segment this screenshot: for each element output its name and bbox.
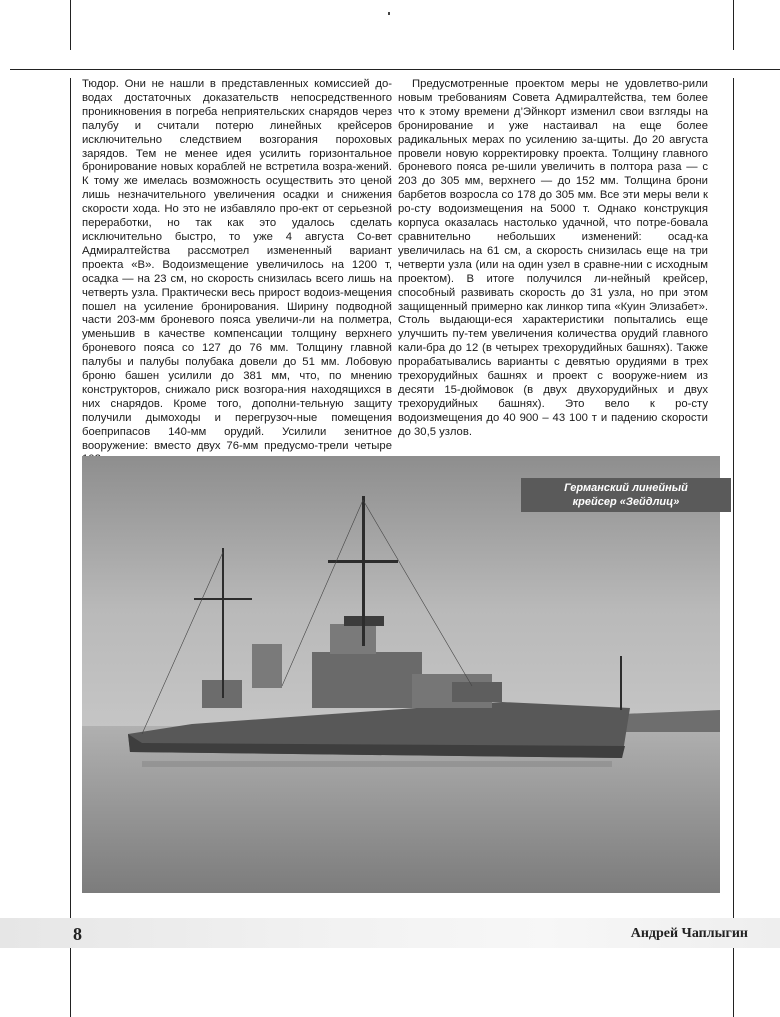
ship-photo [82,456,720,893]
paragraph: Тюдор. Они не нашли в представленных комиссией до-водах достаточных доказательств непосредственного проникновения в погреба неприятельских снарядов через палубу и считали потерю линейных крейсеров исключительно следствием возгорания пороховых зарядов. Тем не менее идея усилить горизонтальное бронирование новых кораблей не встретила возра-жений. К тому же имелась возможность осуществить это ценой лишь незначительного увеличения осадки и снижения скорости хода. Но это не избавляло про-ект от серьезной переработки, но так как это удалось сделать исключительно быстро, то уже 4 августа Со-вет Адмиралтейства рассмотрел измененный вариант проекта «В». Водоизмещение увеличилось на 1200 т, осадка — на 23 см, но скорость снизилась всего лишь на четверть узла. Практически весь прирост водоиз-мещения пошел на усиление бронирования. Ширину подводной части 203-мм броневого пояса увеличи-ли на полметра, уменьшив в качестве компенсации толщину верхнего броневого пояса со 127 до 76 мм. Толщину главной палубы и палубы полубака довели до 51 мм. Лобовую броню башен усилили до 381 мм, что, по мнению конструкторов, снижало риск возгора-ния находящихся в них снарядов. Кроме того, дополни-тельную защиту получили дымоходы и перегрузоч-ные помещения боеприпасов 140-мм орудий. Усилили зенитное вооружение: вместо двух 76-мм предусмо-трели четыре [82,78,392,452]
crop-mark-left [70,0,71,50]
crop-mark-right [733,0,734,50]
author-name: Андрей Чаплыгин [630,926,748,941]
crop-mark-top [10,69,780,70]
crop-mark-right-lower [733,78,734,1017]
page-number: 8 [73,924,82,944]
photo-caption [521,478,731,512]
article-column-right [398,78,708,440]
battlecruiser-illustration [82,456,720,893]
caption-text: Германский линейный крейсер «Зейдлиц» [564,482,688,508]
paragraph: Предусмотренные проектом меры не удовлетво-рили новым требованиям Совета Адмиралтейства, тем более что к этому времени д’Эйнкорт изменил свои взгляды на бронирование и уже настаивал на еще более радикальных мерах по усилению за-щиты. До 20 августа провели новую корректировку проекта. Толщину главного броневого пояса ре-шили увеличить в полтора раза — с 203 до 305 мм, верхнего — до 152 мм. Толщина брони барбетов возросла со 178 до 305 мм. Все эти меры вели к ро-сту водоизмещения на 5000 т. Однако конструкция корпуса оказалась настолько удачной, что потре-бовала сравнительно небольших изменений: осад-ка увеличилась на 61 см, а скорость снизилась еще на три четверти узла (или на один узел в сравне-нии с исходным проектом). В итоге получился ли-нейный крейсер, способный развивать скорость до 31 узла, но при этом защищенный примерно как линкор типа «Куин Элизабет». Столь выдающи-еся характеристики попытались еще улучшить пу-тем увеличения количества орудий главного кали-бра до 12 (в четырех трехорудийных башнях). Также прорабатывались варианты с девятью орудиями в трех трехорудийных башнях и проект с вооруже-нием из десяти 15-дюймовок (в двух двухорудийных и двух трехорудийных башнях). Это вело к ро-сту водоизмещения до 40 900 – 43 100 т и падению скорости до 30,5 узлов. [398,78,708,438]
crop-mark-left-lower [70,78,71,1017]
article-column-left [82,78,392,467]
registration-mark [388,12,390,15]
